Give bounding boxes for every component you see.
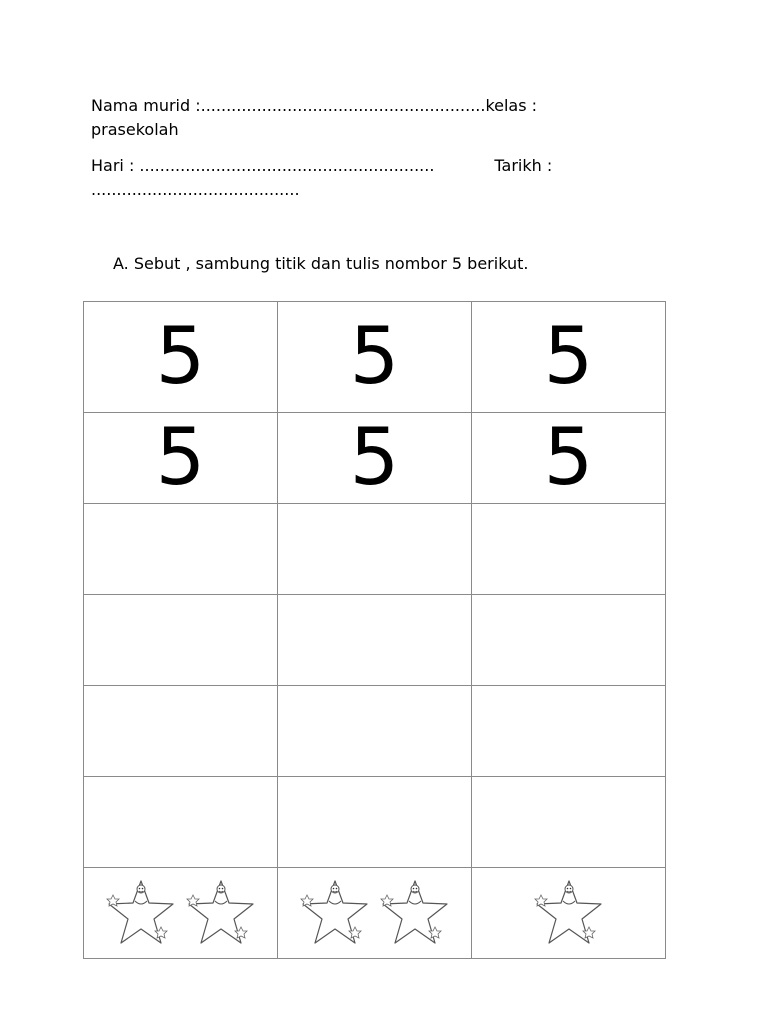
writing-cell[interactable] <box>278 595 472 686</box>
star-cell <box>278 868 472 959</box>
tracing-grid <box>83 301 666 959</box>
instruction-text: A. Sebut , sambung titik dan tulis nombor 5 berikut. <box>113 254 529 273</box>
writing-cell[interactable] <box>472 504 666 595</box>
smiling-star-icon <box>377 875 453 951</box>
kelas-value: prasekolah <box>91 120 179 139</box>
star-group <box>472 868 665 958</box>
writing-cell[interactable] <box>84 686 278 777</box>
grid-row <box>84 777 666 868</box>
day-date-line <box>91 154 631 178</box>
writing-cell[interactable] <box>472 777 666 868</box>
tarikh-field[interactable]: ......................................... <box>91 180 300 199</box>
smiling-star-icon <box>297 875 373 951</box>
writing-cell[interactable] <box>472 595 666 686</box>
dotted-digit: 5 <box>155 413 206 503</box>
writing-cell[interactable] <box>472 686 666 777</box>
grid-row <box>84 504 666 595</box>
writing-cell[interactable] <box>84 595 278 686</box>
grid-cell <box>472 413 666 504</box>
star-group <box>84 868 277 958</box>
writing-cell[interactable] <box>278 504 472 595</box>
grid-row <box>84 302 666 413</box>
writing-cell[interactable] <box>84 504 278 595</box>
grid-cell <box>278 302 472 413</box>
writing-cell[interactable] <box>278 686 472 777</box>
star-cell <box>472 868 666 959</box>
star-cell <box>84 868 278 959</box>
grid-cell <box>84 302 278 413</box>
dotted-digit: 5 <box>543 413 594 503</box>
grid-cell <box>472 302 666 413</box>
writing-cell[interactable] <box>278 777 472 868</box>
student-info-header <box>91 94 631 202</box>
dotted-digit: 5 <box>349 312 400 402</box>
star-row <box>84 868 666 959</box>
hari-field[interactable]: Hari : .......................................................... <box>91 156 435 175</box>
grid-row <box>84 413 666 504</box>
dotted-digit: 5 <box>155 312 206 402</box>
grid-cell <box>278 413 472 504</box>
smiling-star-icon <box>531 875 607 951</box>
grid-row <box>84 686 666 777</box>
tarikh-label: Tarikh : <box>494 156 553 175</box>
nama-murid-field[interactable]: Nama murid :........................................................kelas : <box>91 96 538 115</box>
grid-row <box>84 595 666 686</box>
name-class-line <box>91 94 631 118</box>
writing-cell[interactable] <box>84 777 278 868</box>
dotted-digit: 5 <box>349 413 400 503</box>
smiling-star-icon <box>183 875 259 951</box>
grid-cell <box>84 413 278 504</box>
star-group <box>278 868 471 958</box>
smiling-star-icon <box>103 875 179 951</box>
dotted-digit: 5 <box>543 312 594 402</box>
